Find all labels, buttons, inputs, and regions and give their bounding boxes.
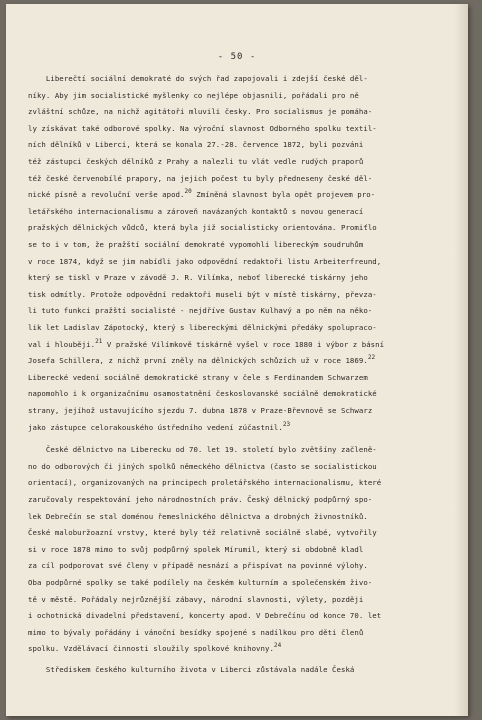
text-line (28, 91, 359, 101)
text-line-content: mimo to bývaly pořádány i vánoční besídky spojené s nadílkou pro děti členů (28, 627, 364, 637)
text-line (28, 174, 372, 184)
text-line-content: val i hlouběji. (28, 339, 96, 349)
text-line (28, 257, 381, 267)
text-line (28, 124, 377, 134)
text-line-content: který se tiskl v Praze v závodě J. R. Vilímka, neboť liberecké tiskárny jeho (28, 273, 368, 283)
footnote-marker: 24 (273, 642, 282, 650)
text-line-content: ly získávat také odborové spolky. Na výroční slavnost Odborného spolku textil- (28, 123, 377, 133)
text-line (28, 512, 368, 522)
text-line-content: Liberecké vedení sociálně demokratické strany v čele s Ferdinandem Schwarzem (28, 372, 368, 382)
text-line-content: napomohlo i k organizačnímu osamostatnění českoslovanské sociálně demokratické (28, 389, 377, 399)
text-line (28, 578, 372, 588)
text-line-content: zvláštní schůze, na nichž agitátoři mluvili česky. Pro socialismus je pomáha- (28, 107, 373, 117)
text-line-content: Josefa Schillera, z nichž první zněly na dělnických schůzích už v roce 1869. (28, 356, 368, 366)
text-line-content: níky. Aby jim socialistické myšlenky co nejlépe objasnili, pořádali pro ně (28, 90, 359, 100)
text-line-content: Oba podpůrné spolky se také podílely na českém kulturním a společenském živo- (28, 578, 373, 587)
text-line (28, 462, 377, 472)
text-line (28, 240, 363, 250)
text-line-content: ních dělníků v Liberci, která se konala 27.-28. července 1872, byli pozváni (28, 140, 364, 150)
text-line (28, 337, 385, 351)
text-line-content: České dělnictvo na Liberecku od 70. let 19. století bylo zvětšíny začleně- (28, 445, 377, 455)
text-line (28, 420, 291, 434)
footnote-marker: 22 (367, 354, 376, 362)
text-line-content: lik let Ladislav Zápotocký, který s libereckými dělnickými předáky spolupraco- (28, 323, 377, 332)
text-line (28, 561, 368, 571)
text-line-content: tisk odmítly. Protože odpovědní redaktoři museli být v místě tiskárny, převza- (28, 289, 377, 299)
text-line-content: zaručovaly respektování jeho národnostních práv. Český dělnický podpůrný spo- (28, 495, 373, 504)
page-number: - 50 - (217, 52, 257, 62)
text-line (28, 406, 372, 416)
text-line-continuation: Zmíněná slavnost byla opět projevem pro- (191, 190, 376, 200)
text-line-content: Střediskem českého kulturního života v Liberci zůstávala nadále Česká (28, 665, 355, 674)
text-line (28, 356, 375, 367)
text-line (28, 273, 368, 283)
text-line (28, 290, 377, 300)
text-line-content: lek Debrečín se stal doménou řemeslnického dělnictva a drobných živnostníků. (28, 511, 368, 521)
text-line-content: se to i v tom, že pražští sociální demokraté vypomohli libereckým soudruhům (28, 240, 364, 249)
text-line-content: též zástupci českých dělníků z Prahy a nalezli tu vlát vedle rudých praporů (28, 157, 364, 166)
text-line (28, 495, 372, 505)
text-line (28, 157, 363, 167)
text-line (28, 628, 363, 638)
document-page (6, 4, 468, 716)
text-line (28, 528, 377, 538)
text-line-content: orientací), organizovaných na principech proletářského internacionalismu, které (28, 478, 382, 488)
text-line (28, 223, 377, 233)
text-line-content: tě v městě. Pořádaly nejrůznější zábavy, národní slavnosti, výlety, později (28, 594, 364, 604)
text-line (28, 207, 363, 217)
text-line-content: za cíl podporovat své členy v případě nesnází a přispívat na povinné výlohy. (28, 561, 368, 571)
footnote-marker: 21 (95, 337, 103, 345)
text-line (28, 107, 372, 117)
text-line (28, 644, 281, 655)
text-line (28, 74, 368, 84)
text-line-content: pražských dělnických vůdců, která byla již socialisticky orientována. Promiťlo (28, 223, 377, 233)
footnote-marker: 20 (184, 188, 192, 196)
text-line-content: v roce 1874, když se jim nabídli jako odpovědní redaktoři listu Arbeiterfreund, (28, 256, 382, 266)
text-line-content: nické písně a revoluční verše apod. (28, 190, 185, 200)
text-line-content: no do odborových či jiných spolků německého dělnictva (často se socialistickou (28, 461, 377, 471)
text-line (28, 190, 375, 201)
text-line (28, 445, 377, 455)
text-line (28, 595, 363, 605)
text-line-content: li tuto funkci pražští socialisté - nejdříve Gustav Kulhavý a po něm na něko- (28, 306, 373, 316)
page-spine-shadow (454, 4, 468, 716)
text-line-content: letářského internacionalismu a zároveň navázaných kontaktů s novou generací (28, 206, 364, 216)
text-line (28, 665, 354, 675)
footnote-marker: 23 (282, 420, 291, 428)
text-line-content: si v roce 1878 mimo to svůj podpůrný spolek Mírumil, který si obdobně kladl (28, 544, 364, 554)
text-line (28, 323, 377, 333)
text-line (28, 611, 381, 621)
text-line-content: spolku. Vzdělávací činnosti sloužily spolkové knihovny. (28, 644, 274, 654)
text-line (28, 389, 377, 399)
text-line (28, 140, 363, 150)
text-line-content: strany, jejíhož ustavujícího sjezdu 7. dubna 1878 v Praze-Břevnově se Schwarz (28, 406, 373, 415)
text-line-content: i ochotnická divadelní představení, koncerty apod. V Debrečínu od konce 70. let (28, 611, 382, 621)
text-line-content: též české červenobílé prapory, na jejich počest tu byly předneseny české děl- (28, 173, 373, 183)
text-line-content: Liberečtí sociální demokraté do svých řad zapojovali i zdejší české děl- (28, 74, 368, 83)
text-line (28, 478, 381, 488)
text-line-continuation: V pražské Vilímkově tiskárně vyšel v roce 1880 i výbor z básní (102, 339, 385, 349)
text-line (28, 306, 372, 316)
text-line (28, 545, 363, 555)
text-line-content: České maloburžoazní vrstvy, které byly též relativně sociálně slabé, vytvořily (28, 528, 377, 538)
text-line-content: jako zástupce celorakouského ústředního vedení zúčastnil. (28, 422, 283, 432)
text-line (28, 373, 368, 383)
